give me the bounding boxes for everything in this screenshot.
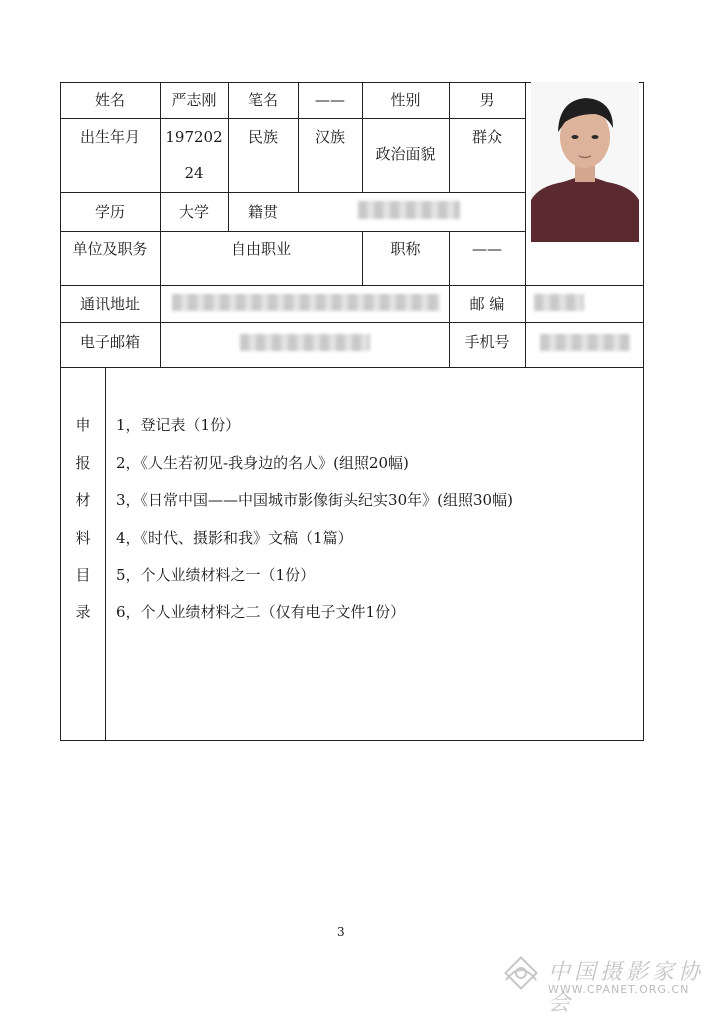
gender-label: 性别 (390, 91, 421, 109)
pen-name-label: 笔名 (247, 91, 278, 109)
list-item: 5，个人业绩材料之一（1份） (116, 566, 316, 584)
title-label: 职称 (390, 240, 421, 258)
gender-value: 男 (479, 91, 495, 109)
postcode-label: 邮 编 (469, 295, 505, 313)
political-value: 群众 (471, 128, 502, 146)
title-value: —— (472, 240, 502, 258)
col-line (525, 82, 526, 286)
table-border-right (643, 82, 644, 741)
col-line (160, 285, 161, 368)
email-label: 电子邮箱 (79, 333, 140, 351)
pen-name-value: —— (315, 91, 345, 109)
birth-value-line1: 197202 (165, 128, 223, 146)
list-item: 6，个人业绩材料之二（仅有电子文件1份） (116, 603, 406, 621)
applicant-photo (531, 82, 639, 242)
phone-redacted (540, 334, 630, 351)
col-line (525, 285, 526, 368)
materials-heading-char: 申 (75, 416, 91, 434)
name-value: 严志刚 (171, 91, 217, 109)
watermark-org-name: 中国摄影家协会 (548, 960, 704, 1016)
row-line (60, 231, 526, 232)
row-line (60, 192, 526, 193)
native-place-redacted (358, 201, 460, 219)
list-item: 3，《日常中国——中国城市影像街头纪实30年》(组照30幅) (116, 491, 513, 509)
ethnicity-label: 民族 (247, 128, 278, 146)
materials-heading (68, 0, 98, 1000)
name-label: 姓名 (94, 91, 125, 109)
employer-value: 自由职业 (230, 240, 291, 258)
materials-heading-char: 报 (75, 454, 91, 472)
table-border-bottom (60, 740, 644, 741)
list-item: 1，登记表（1份） (116, 416, 241, 434)
materials-heading-char: 录 (75, 603, 91, 621)
list-item: 4，《时代、摄影和我》文稿（1篇） (116, 529, 353, 547)
list-item: 2，《人生若初见-我身边的名人》(组照20幅) (116, 454, 409, 472)
address-redacted (172, 294, 440, 311)
cpa-logo-icon (500, 952, 544, 996)
address-label: 通讯地址 (79, 295, 140, 313)
birth-value-line2: 24 (184, 164, 204, 182)
table-border-left (60, 82, 61, 741)
materials-heading-char: 料 (75, 529, 91, 547)
row-line (60, 367, 644, 368)
email-redacted (240, 334, 370, 351)
postcode-redacted (534, 294, 584, 311)
watermark-url: WWW.CPANET.ORG.CN (548, 983, 690, 996)
row-line (60, 118, 526, 119)
education-label: 学历 (94, 203, 125, 221)
native-place-label: 籍贯 (247, 203, 278, 221)
education-value: 大学 (178, 203, 209, 221)
row-line (60, 285, 644, 286)
page-number: 3 (337, 925, 345, 939)
portrait-image (531, 82, 639, 242)
ethnicity-value: 汉族 (314, 128, 345, 146)
birth-label: 出生年月 (79, 128, 140, 146)
materials-heading-char: 目 (75, 566, 91, 584)
col-line (105, 367, 106, 741)
phone-label: 手机号 (464, 333, 510, 351)
political-label: 政治面貌 (375, 145, 436, 163)
row-line (60, 322, 644, 323)
materials-heading-char: 材 (75, 491, 91, 509)
employer-label: 单位及职务 (72, 240, 148, 258)
